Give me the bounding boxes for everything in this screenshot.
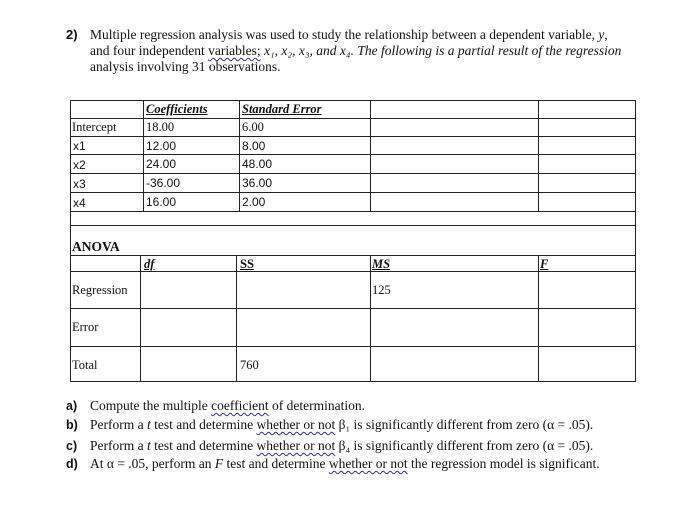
coef-x4: 16.00: [146, 195, 177, 209]
anova-row-total: Total: [72, 358, 98, 372]
se-x1: 8.00: [242, 139, 266, 153]
anova-row-regression: Regression: [72, 283, 128, 297]
problem-number: 2): [66, 27, 78, 42]
question-b: b) Perform a t test and determine whether or not β₁ is significantly different from zero (α = .05).: [66, 417, 594, 432]
anova-title: ANOVA: [72, 239, 120, 254]
ms-regression: 125: [372, 283, 391, 297]
question-a: a) Compute the multiple coefficient of determination.: [66, 398, 365, 413]
coef-x2: 24.00: [146, 157, 177, 171]
spellcheck-word: variables;: [208, 43, 261, 58]
question-c: c) Perform a t test and determine whether or not β₄ is significantly different from zero (α = .05).: [66, 438, 594, 453]
row-label-intercept: Intercept: [72, 120, 117, 134]
coef-x1: 12.00: [146, 139, 177, 153]
coefficients-header: Coefficients: [146, 102, 208, 116]
problem-line-1: Multiple regression analysis was used to study the relationship between a dependent variable, y,: [90, 27, 608, 42]
results-table: [70, 100, 636, 382]
f-header: F: [540, 257, 549, 271]
problem-text: [90, 27, 665, 75]
ss-total: 760: [240, 358, 259, 372]
ss-header: SS: [240, 257, 254, 271]
df-header: df: [144, 257, 155, 271]
anova-row-error: Error: [72, 320, 99, 334]
se-x3: 36.00: [242, 176, 273, 190]
std-error-header: Standard Error: [242, 102, 322, 116]
problem-line-2: and four independent variables; x₁, x₂, x₃, and x₄. The following is a partial result of the regression: [90, 43, 622, 58]
coef-intercept: 18.00: [146, 120, 175, 134]
se-intercept: 6.00: [242, 120, 264, 134]
row-label-x4: x4: [73, 196, 86, 210]
row-label-x1: x1: [73, 139, 86, 153]
question-d: d) At α = .05, perform an F test and determine whether or not the regression model is significant.: [66, 456, 600, 471]
row-label-x3: x3: [73, 177, 86, 191]
se-x2: 48.00: [242, 157, 273, 171]
coef-x3: -36.00: [146, 176, 181, 190]
problem-line-3: analysis involving 31 observations.: [90, 59, 281, 74]
row-label-x2: x2: [73, 158, 86, 172]
ms-header: MS: [372, 257, 391, 271]
se-x4: 2.00: [242, 195, 266, 209]
